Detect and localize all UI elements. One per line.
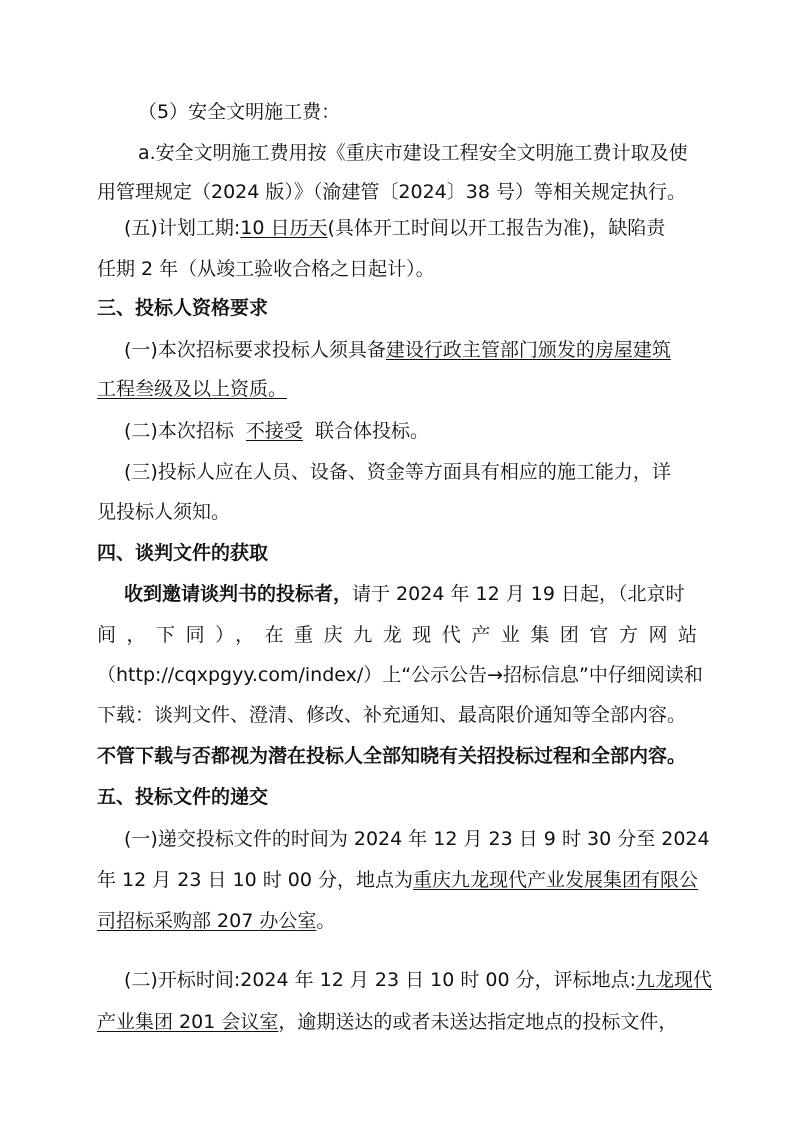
acquisition-line1-text: 请于 2024 年 12 月 19 日起，（北京时 [352,583,685,605]
schedule-suffix: (具体开工时间以开工报告为准)，缺陷责 [327,217,666,239]
submission-1-prefix: 年 12 月 23 日 10 时 00 分，地点为 [97,869,414,891]
qualification-2 [124,419,429,443]
qualification-3-line1: (三)投标人应在人员、设备、资金等方面具有相应的施工能力，详 [124,461,671,483]
schedule-paragraph-line2: 任期 2 年（从竣工验收合格之日起计）。 [97,258,435,280]
acquisition-line2: 间，下同），在重庆九龙现代产业集团官方网站 [97,624,697,646]
qualification-2-value: 不接受 [245,420,303,442]
section-5-title: （5）安全文明施工费： [138,101,341,123]
submission-1-location: 重庆九龙现代产业发展集团有限公 [413,869,699,891]
section-heading-3: 三、投标人资格要求 [97,297,269,319]
schedule-prefix: (五)计划工期: [124,217,241,239]
submission-1-end: 。 [316,910,336,932]
acquisition-line4: 下载：谈判文件、澄清、修改、补充通知、最高限价通知等全部内容。 [97,704,687,726]
qualification-1-line2 [97,377,287,401]
section-5-item-a-line1: a.安全文明施工费用按《重庆市建设工程安全文明施工费计取及使 [138,142,688,164]
qualification-2-suffix: 联合体投标。 [315,420,430,442]
submission-1-location-cont: 司招标采购部 207 办公室 [97,910,317,932]
schedule-duration: 10 日历天 [240,217,328,239]
section-heading-5: 五、投标文件的递交 [97,786,269,808]
qualification-1-prefix: (一)本次招标要求投标人须具备 [124,339,386,361]
submission-2-suffix: ，逾期送达的或者未送达指定地点的投标文件， [278,1011,678,1033]
acquisition-bold-lead: 收到邀请谈判书的投标者， [124,583,353,605]
submission-2-location-cont: 产业集团 201 会议室 [97,1011,279,1033]
qualification-1-requirement-cont: 工程叁级及以上资质。 [97,378,288,400]
submission-1-line2 [97,868,698,892]
acquisition-line1 [124,582,684,606]
qualification-3-line2: 见投标人须知。 [97,501,231,523]
submission-2-line2 [97,1010,677,1034]
submission-1-line1: (一)递交投标文件的时间为 2024 年 12 月 23 日 9 时 30 分至 2024 [124,828,710,850]
submission-2-line1 [124,968,712,992]
qualification-1-requirement: 建设行政主管部门颁发的房屋建筑 [385,339,671,361]
qualification-2-prefix: (二)本次招标 [124,420,234,442]
schedule-paragraph-line1 [124,216,665,240]
acquisition-line5-bold: 不管下载与否都视为潜在投标人全部知晓有关招投标过程和全部内容。 [97,745,687,767]
qualification-1-line1 [124,338,671,362]
submission-1-line3 [97,909,335,933]
acquisition-line3: （http://cqxpgyy.com/index/）上“公示公告→招标信息”中仔细阅读和 [97,664,703,686]
section-heading-4: 四、谈判文件的获取 [97,542,269,564]
submission-2-location: 九龙现代 [636,969,713,991]
submission-2-prefix: (二)开标时间:2024 年 12 月 23 日 10 时 00 分，评标地点: [124,969,637,991]
section-5-item-a-line2: 用管理规定（2024 版）》（渝建管〔2024〕38 号）等相关规定执行。 [97,181,686,203]
